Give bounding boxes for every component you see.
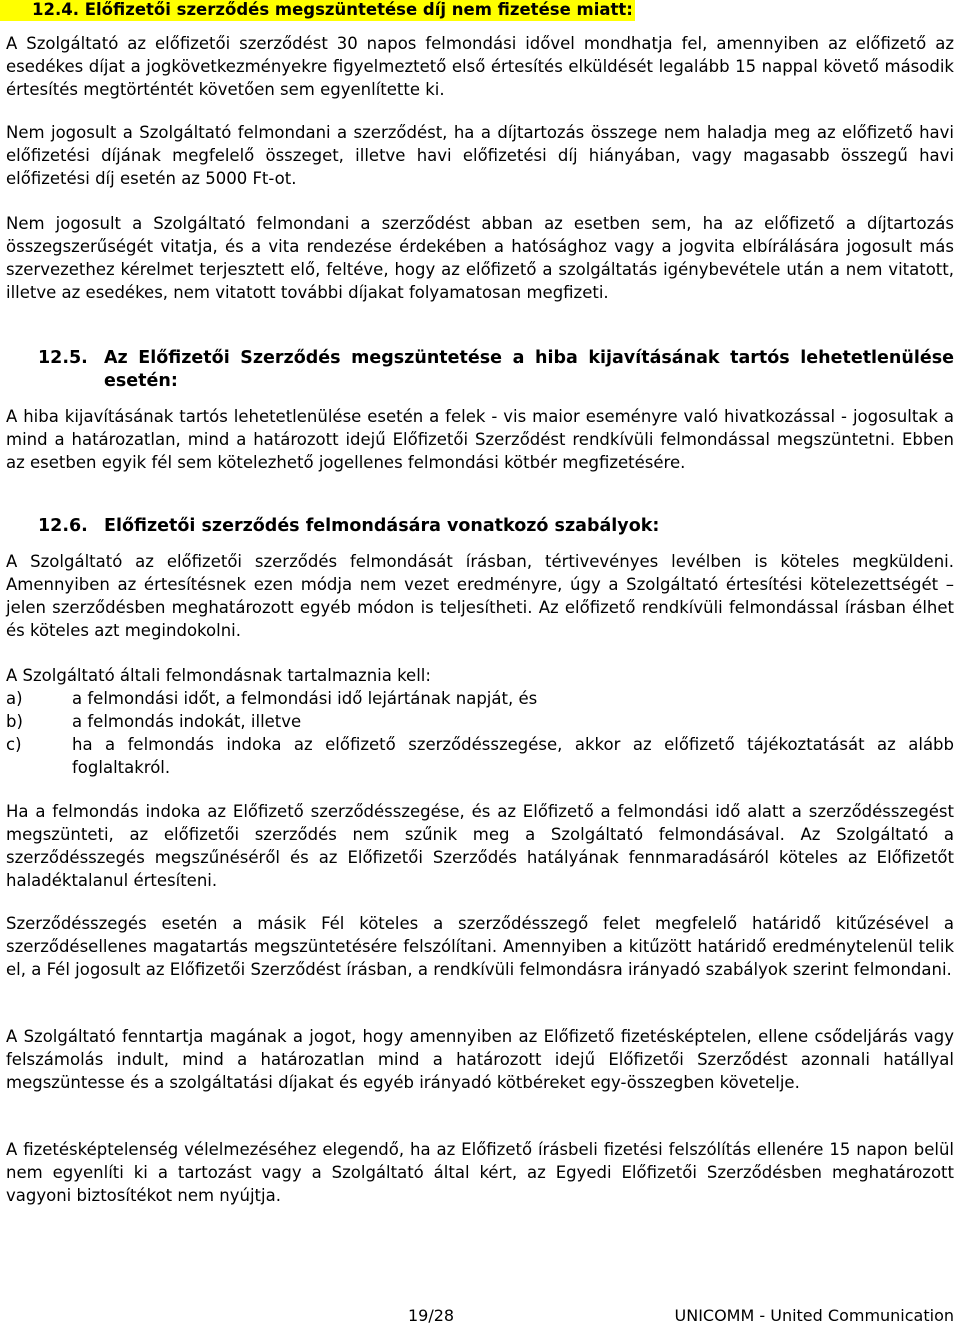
list-item — [6, 733, 954, 779]
section-12-6-list-intro: A Szolgáltató általi felmondásnak tartalmaznia kell: — [6, 666, 431, 685]
section-12-4-paragraph-2: Nem jogosult a Szolgáltató felmondani a szerződést, ha a díjtartozás összege nem haladja meg az előfizető havi előfizetési díjának megfelelő összeget, illetve havi előfizetési díj hiányában, vagy magasabb összegű havi előfizetési díj esetén az 5000 Ft-ot. — [6, 123, 954, 188]
section-12-6-paragraph-1: A Szolgáltató az előfizetői szerződés felmondását írásban, tértivevényes levélben is köteles megküldeni. Amennyiben az értesítésnek ezen módja nem vezet eredményre, úgy a Szolgáltató értesítési kötelezettségét – jelen szerződésben meghatározott egyéb módon is teljesítheti. Az előfizető rendkívüli felmondással írásban élhet és köteles azt megindokolni. — [6, 552, 954, 640]
section-12-4-paragraph-3: Nem jogosult a Szolgáltató felmondani a szerződést abban az esetben sem, ha az előfizető a díjtartozás összegszerűségét vitatja, és a vita rendezése érdekében a hatósághoz vagy a jogvita elbírálására jogosult más szervezethez kérelmet terjesztett elő, feltéve, hogy az előfizető a szolgáltatás igénybevétele után a nem vitatott, illetve az esedékes, nem vitatott további díjakat folyamatosan megfizeti. — [6, 214, 954, 302]
list-item-text: a felmondás indokát, illetve — [72, 712, 302, 731]
list-item-text: a felmondási időt, a felmondási idő lejártának napját, és — [72, 689, 538, 708]
list-item — [6, 687, 954, 710]
list-item-label: a) — [6, 689, 23, 708]
section-12-6-paragraph-4: A Szolgáltató fenntartja magának a jogot, hogy amennyiben az Előfizető fizetésképtelen, ellene csődeljárás vagy felszámolás indult, mind a határozatlan mind a határozott idejű Előfizetői Szerződést azonnali hatállyal megszüntesse és a szolgáltatási díjakat és egyéb irányadó kötbéreket egy-összegben követelje. — [6, 1027, 954, 1092]
section-12-5-title: Az Előfizetői Szerződés megszüntetése a hiba kijavításának tartós lehetetlenülése esetén: — [104, 348, 954, 391]
section-12-6-list — [6, 687, 954, 779]
section-12-6-paragraph-3: Szerződésszegés esetén a másik Fél köteles a szerződésszegő felet megfelelő határidő kitűzésével a szerződésellenes magatartás megszüntetésére felszólítani. Amennyiben a kitűzött határidő eredménytelenül telik el, a Fél jogosult az Előfizetői Szerződést írásban, a rendkívüli felmondásra irányadó szabályok szerint felmondani. — [6, 914, 954, 979]
section-12-5-heading — [6, 347, 954, 393]
section-12-6-title: Előfizetői szerződés felmondására vonatkozó szabályok: — [104, 516, 660, 536]
section-12-6-paragraph-5: A fizetésképtelenség vélelmezéséhez elegendő, ha az Előfizető írásbeli fizetési felszólítás ellenére 15 napon belül nem egyenlíti ki a tartozást vagy a Szolgáltató által kért, az Egyedi Előfizetői Szerződésben meghatározott vagyoni biztosítékot nem nyújtja. — [6, 1140, 954, 1205]
section-12-5-number: 12.5. — [38, 348, 88, 368]
section-12-6-heading — [6, 515, 954, 538]
section-12-6-number: 12.6. — [38, 516, 88, 536]
section-12-4-paragraph-1: A Szolgáltató az előfizetői szerződést 30 napos felmondási idővel mondhatja fel, amennyiben az előfizető az esedékes díjat a jogkövetkezményekre figyelmeztető első értesítés elküldését legalább 15 nappal követő második értesítés megtörténtét követően sem egyenlítette ki. — [6, 34, 954, 99]
section-12-4-heading-text: 12.4. Előfizetői szerződés megszüntetése díj nem fizetése miatt: — [0, 0, 635, 21]
list-item-label: b) — [6, 712, 23, 731]
section-12-5-paragraph: A hiba kijavításának tartós lehetetlenülése esetén a felek - vis maior eseményre való hivatkozással - jogosultak a mind a határozatlan, mind a határozott idejű Előfizetői Szerződést rendkívüli felmondással megszüntetni. Ebben az esetben egyik fél sem kötelezhető jogellenes felmondási kötbér megfizetésére. — [6, 407, 954, 472]
list-item-text: ha a felmondás indoka az előfizető szerződésszegése, akkor az előfizető tájékoztatását az alább foglaltakról. — [72, 735, 954, 777]
section-12-4-heading — [6, 0, 954, 24]
section-12-6-paragraph-2: Ha a felmondás indoka az Előfizető szerződésszegése, és az Előfizető a felmondási idő alatt a szerződésszegést megszünteti, az előfizetői szerződés nem szűnik meg a Szolgáltató felmondásával. Az Szolgáltató a szerződésszegés megszűnéséről és az Előfizetői Szerződés hatályának fennmaradásáról köteles az Előfizetőt haladéktalanul értesíteni. — [6, 802, 954, 890]
list-item — [6, 710, 954, 733]
footer-company: UNICOMM - United Communication — [674, 1306, 954, 1325]
list-item-label: c) — [6, 735, 22, 754]
page-number: 19/28 — [408, 1306, 455, 1325]
